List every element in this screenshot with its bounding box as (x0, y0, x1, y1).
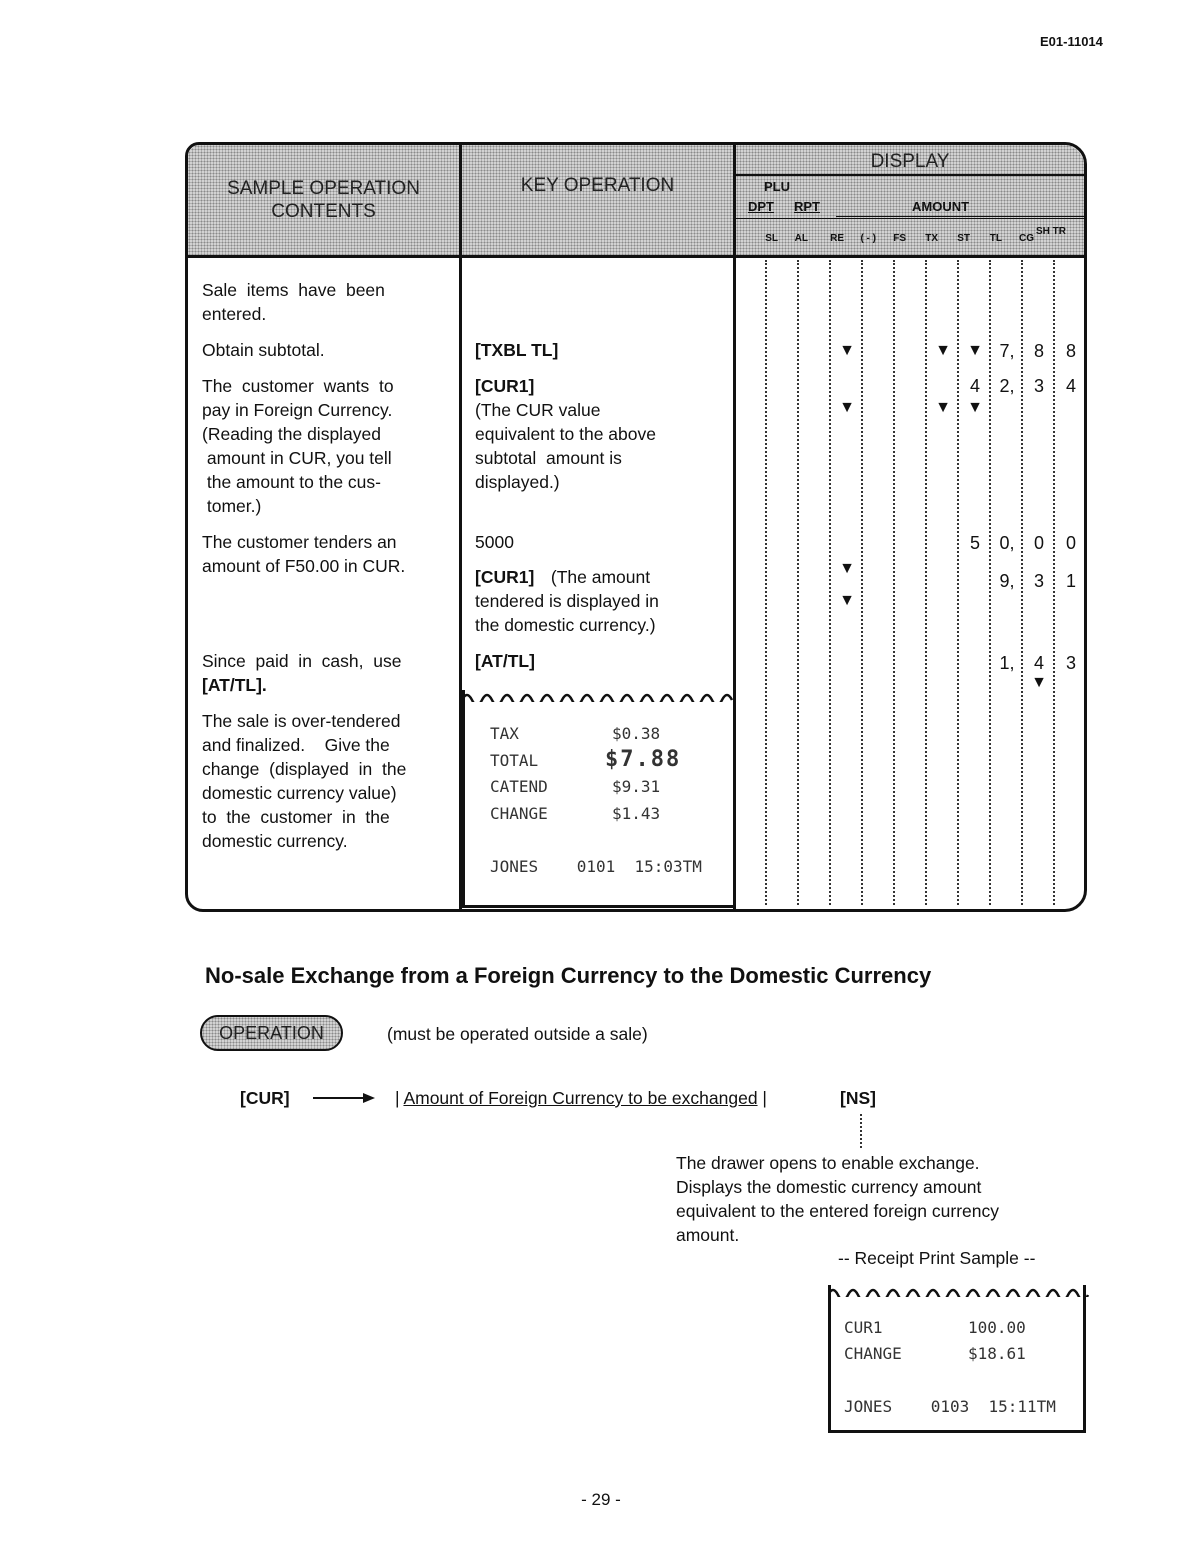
header-display-label: DISPLAY (870, 151, 950, 172)
key-cur1 (475, 565, 534, 589)
display-row (735, 395, 1087, 421)
text-line: (Reading the displayed (202, 424, 382, 444)
text-line: The sale is over-tendered (202, 711, 401, 731)
display-digit: 1 (1065, 571, 1076, 591)
display-digit (735, 670, 767, 696)
display-digit (1023, 588, 1055, 614)
display-digit: 2, (999, 376, 1015, 396)
key-cur1 (475, 374, 534, 398)
header-contents (188, 145, 459, 255)
display-row (735, 588, 1087, 614)
text-line: entered. (202, 304, 267, 324)
header-display (736, 145, 1084, 255)
display-digit (959, 588, 991, 614)
receipt-value: $1.43 (612, 804, 661, 823)
text-line: Sale items have been (202, 280, 385, 300)
plu-label: PLU (764, 179, 790, 194)
display-digit (767, 670, 799, 696)
key-5000 (475, 530, 514, 554)
indicator-tl: TL (989, 233, 1002, 244)
display-digit (863, 338, 895, 364)
display-digit (735, 530, 767, 556)
display-digit (927, 588, 959, 614)
indicator-re: RE (830, 233, 844, 244)
display-digit (991, 588, 1023, 614)
indicator-labels (736, 226, 1066, 244)
contents-block (202, 709, 406, 853)
display-digit: 0 (1033, 533, 1044, 553)
contents-block (202, 673, 267, 697)
key-note (475, 589, 659, 637)
display-digit (767, 588, 799, 614)
receipt-label: CHANGE (490, 804, 548, 823)
display-digit (799, 530, 831, 556)
text-line: (The amount (546, 567, 651, 587)
display-digit: 7, (999, 341, 1015, 361)
indicator-sh-tr: SH TR (1036, 226, 1066, 237)
indicator-triangle-icon: ▼ (839, 342, 855, 359)
indicator-sl: SL (765, 233, 778, 244)
text-line: equivalent to the above (475, 424, 656, 444)
receipt-label: TOTAL (490, 751, 539, 770)
display-digit (1055, 670, 1087, 696)
rpt-label: RPT (794, 199, 820, 214)
indicator-minus: ( - ) (860, 233, 876, 244)
display-digit (767, 395, 799, 421)
operation-badge: OPERATION (200, 1015, 343, 1051)
operation-note: (must be operated outside a sale) (387, 1024, 648, 1044)
receipt-footer: JONES 0103 15:11TM (844, 1397, 1056, 1416)
display-digit (863, 670, 895, 696)
text-line: [CUR1] (475, 567, 535, 587)
text-line: [AT/TL]. (202, 675, 267, 695)
contents-block (202, 278, 385, 326)
display-digit: 5 (969, 533, 980, 553)
receipt-value: $9.31 (612, 777, 661, 796)
indicator-cg: CG (1019, 233, 1034, 244)
text-line: the amount to the cus- (202, 472, 381, 492)
receipt-label: CATEND (490, 777, 548, 796)
torn-edge-icon (462, 688, 736, 702)
display-digit: 3 (1033, 571, 1044, 591)
header-contents-line: SAMPLE OPERATION (227, 178, 420, 199)
dpt-label: DPT (748, 199, 774, 214)
text-line: [AT/TL] (475, 651, 535, 671)
display-digit: 0 (1065, 533, 1076, 553)
key-note (475, 398, 656, 494)
document-id: E01-11014 (1040, 34, 1103, 49)
display-digit: 9, (999, 571, 1015, 591)
contents-block (202, 374, 394, 518)
operation-table (185, 142, 1087, 912)
text-line: 5000 (475, 532, 514, 552)
header-key-operation-label: KEY OPERATION (520, 175, 675, 196)
text-line: and finalized. Give the (202, 735, 390, 755)
text-line: The customer tenders an (202, 532, 397, 552)
amount-label: AMOUNT (912, 199, 970, 214)
text-line: Since paid in cash, use (202, 651, 402, 671)
indicator-fs: FS (893, 233, 906, 244)
key-at-tl (475, 649, 535, 673)
display-digit: 3 (1065, 653, 1076, 673)
display-digit (895, 530, 927, 556)
description (676, 1151, 999, 1247)
key-ns: [NS] (840, 1088, 876, 1108)
display-digit (735, 395, 767, 421)
indicator-triangle-icon: ▼ (967, 342, 983, 359)
text-line: amount in CUR, you tell (202, 448, 392, 468)
text-line: pay in Foreign Currency. (202, 400, 393, 420)
header-key-operation (462, 145, 733, 255)
contents-block (202, 530, 405, 578)
indicator-triangle-icon: ▼ (1031, 674, 1047, 691)
display-digit (799, 588, 831, 614)
display-digit (831, 670, 863, 696)
torn-edge-icon (828, 1283, 1090, 1297)
display-digit (895, 338, 927, 364)
display-digit (831, 530, 863, 556)
display-digit (799, 670, 831, 696)
receipt-caption: -- Receipt Print Sample -- (838, 1248, 1036, 1268)
contents-block (202, 338, 325, 362)
indicator-al: AL (794, 233, 808, 244)
amount-entry: | Amount of Foreign Currency to be exchanged | (395, 1088, 767, 1108)
text-line: displayed.) (475, 472, 560, 492)
display-digit (895, 395, 927, 421)
display-digit (863, 530, 895, 556)
display-digit (1023, 395, 1055, 421)
indicator-triangle-icon: ▼ (839, 399, 855, 416)
display-row (735, 530, 1087, 556)
display-digit (863, 395, 895, 421)
display-digit: 8 (1033, 341, 1044, 361)
display-digit: 1, (999, 653, 1015, 673)
amount-field-label: Amount of Foreign Currency to be exchanged (403, 1088, 758, 1108)
display-digit (799, 395, 831, 421)
display-digit: 4 (1033, 653, 1044, 673)
receipt-value: $18.61 (968, 1344, 1026, 1363)
receipt-label: TAX (490, 724, 519, 743)
text-line: the domestic currency.) (475, 615, 656, 635)
receipt-total-value: $7.88 (605, 747, 682, 772)
receipt-value: 100.00 (968, 1318, 1026, 1337)
display-digit (991, 395, 1023, 421)
indicator-triangle-icon: ▼ (839, 560, 855, 577)
text-line: The drawer opens to enable exchange. (676, 1153, 980, 1173)
display-digit: 3 (1033, 376, 1044, 396)
key-txbl-tl (475, 338, 558, 362)
text-line: tomer.) (202, 496, 262, 516)
header-contents-line: CONTENTS (271, 201, 376, 222)
display-digit (927, 530, 959, 556)
section-title: No-sale Exchange from a Foreign Currency to the Domestic Currency (205, 963, 932, 988)
receipt-sample (462, 690, 733, 908)
display-row (735, 670, 1087, 696)
text-line: subtotal amount is (475, 448, 622, 468)
display-digit: 4 (1065, 376, 1076, 396)
text-line: amount. (676, 1225, 740, 1245)
display-digit (767, 530, 799, 556)
display-digit (799, 338, 831, 364)
display-digit (991, 670, 1023, 696)
indicator-triangle-icon: ▼ (839, 592, 855, 609)
text-line: equivalent to the entered foreign currency (676, 1201, 999, 1221)
page-number: - 29 - (581, 1490, 621, 1509)
text-line: Obtain subtotal. (202, 340, 325, 360)
text-line: [CUR1] (475, 376, 535, 396)
text-line: [TXBL TL] (475, 340, 559, 360)
receipt-label: CHANGE (844, 1344, 902, 1363)
indicator-tx: TX (925, 233, 938, 244)
display-digit (735, 338, 767, 364)
display-row (735, 338, 1087, 364)
receipt-value: $0.38 (612, 724, 661, 743)
display-digit (1055, 395, 1087, 421)
text-line: domestic currency value) (202, 783, 397, 803)
text-line: (The CUR value (475, 400, 601, 420)
receipt-label: CUR1 (844, 1318, 883, 1337)
display-digit: 8 (1065, 341, 1076, 361)
key-cur: [CUR] (240, 1088, 290, 1108)
contents-block (202, 649, 401, 673)
display-digit: 0, (999, 533, 1015, 553)
key-note (546, 565, 650, 589)
display-digit (927, 670, 959, 696)
text-line: change (displayed in the (202, 759, 407, 779)
receipt-sample-2 (828, 1285, 1086, 1433)
display-digit (959, 670, 991, 696)
indicator-st: ST (957, 233, 970, 244)
indicator-triangle-icon: ▼ (935, 342, 951, 359)
display-digit (1055, 588, 1087, 614)
text-line: amount of F50.00 in CUR. (202, 556, 406, 576)
display-digit (895, 588, 927, 614)
indicator-triangle-icon: ▼ (935, 399, 951, 416)
display-digit: 4 (969, 376, 980, 396)
receipt-footer: JONES 0101 15:03TM (490, 857, 702, 876)
indicator-triangle-icon: ▼ (967, 399, 983, 416)
text-line: The customer wants to (202, 376, 394, 396)
display-digit (735, 588, 767, 614)
text-line: domestic currency. (202, 831, 348, 851)
arrow-right-icon (313, 1091, 375, 1105)
display-digit (767, 338, 799, 364)
text-line: tendered is displayed in (475, 591, 659, 611)
text-line: Displays the domestic currency amount (676, 1177, 982, 1197)
display-digit (863, 588, 895, 614)
display-digit (895, 670, 927, 696)
text-line: to the customer in the (202, 807, 390, 827)
